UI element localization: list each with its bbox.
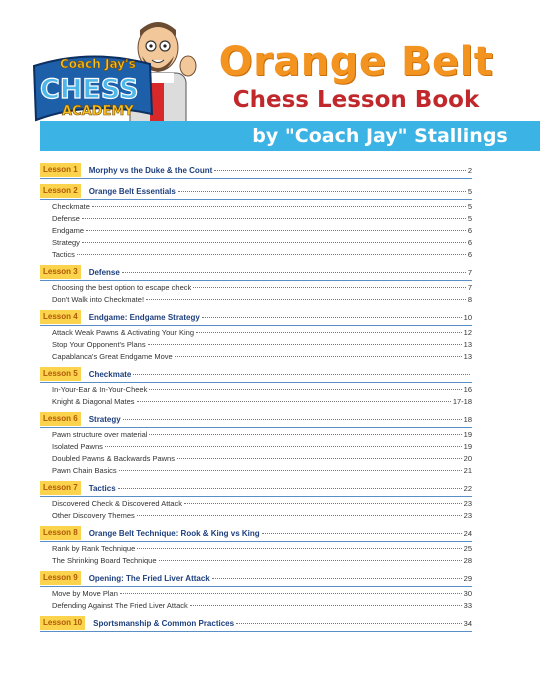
page-number: 29 <box>463 573 472 583</box>
page-number: 17-18 <box>452 396 472 406</box>
dot-leader <box>184 497 462 504</box>
lesson-section <box>40 184 472 260</box>
toc-entry-label: Rank by Rank Technique <box>52 543 136 553</box>
toc-entry[interactable] <box>40 224 472 236</box>
lesson-number-badge: Lesson 10 <box>40 616 85 630</box>
lesson-heading-row[interactable] <box>40 481 472 497</box>
dot-leader <box>202 310 462 318</box>
toc-entry-label: Other Discovery Themes <box>52 510 135 520</box>
lesson-section <box>40 265 472 305</box>
page-number: 6 <box>467 237 472 247</box>
lesson-section <box>40 310 472 362</box>
toc-entry[interactable] <box>40 293 472 305</box>
lesson-section <box>40 616 472 632</box>
toc-entry-label: Doubled Pawns & Backwards Pawns <box>52 453 175 463</box>
dot-leader <box>105 440 462 447</box>
dot-leader <box>82 236 466 243</box>
toc-entry-label: Tactics <box>52 249 75 259</box>
page-number: 20 <box>463 453 472 463</box>
lesson-section <box>40 367 472 407</box>
toc-entry[interactable] <box>40 440 472 452</box>
dot-leader <box>119 464 462 471</box>
dot-leader <box>86 224 466 231</box>
toc-entry-label: Capablanca's Great Endgame Move <box>52 351 173 361</box>
page-number: 6 <box>467 249 472 259</box>
dot-leader <box>236 616 462 624</box>
lesson-number-badge: Lesson 9 <box>40 571 81 585</box>
dot-leader <box>118 481 462 489</box>
lesson-section <box>40 412 472 476</box>
lesson-title: Sportsmanship & Common Practices <box>93 618 235 628</box>
page-number: 21 <box>463 465 472 475</box>
lesson-heading-row[interactable] <box>40 616 472 632</box>
lesson-title: Strategy <box>88 414 121 424</box>
lesson-title: Endgame: Endgame Strategy <box>88 312 200 322</box>
page-number: 28 <box>463 555 472 565</box>
lesson-number-badge: Lesson 6 <box>40 412 81 426</box>
dot-leader <box>214 163 466 171</box>
page-number: 7 <box>467 267 472 277</box>
dot-leader <box>137 395 451 402</box>
lesson-title: Opening: The Fried Liver Attack <box>88 573 210 583</box>
lesson-heading-row[interactable] <box>40 526 472 542</box>
toc-entry-label: Discovered Check & Discovered Attack <box>52 498 183 508</box>
lesson-section <box>40 571 472 611</box>
lesson-heading-row[interactable] <box>40 367 472 383</box>
page-number: 16 <box>463 384 472 394</box>
lesson-number-badge: Lesson 8 <box>40 526 81 540</box>
dot-leader <box>148 338 462 345</box>
svg-text:CHESS: CHESS <box>40 74 139 105</box>
toc-entry[interactable] <box>40 212 472 224</box>
toc-entry[interactable] <box>40 587 472 599</box>
lesson-heading-row[interactable] <box>40 412 472 428</box>
author-byline: by "Coach Jay" Stallings <box>252 125 508 147</box>
toc-entry-label: In-Your-Ear & In-Your-Cheek <box>52 384 148 394</box>
dot-leader <box>262 526 462 534</box>
lesson-title: Morphy vs the Duke & the Count <box>88 165 213 175</box>
toc-entry[interactable] <box>40 428 472 440</box>
lesson-heading-row[interactable] <box>40 571 472 587</box>
page-number: 13 <box>463 351 472 361</box>
dot-leader <box>92 200 466 207</box>
lesson-heading-row[interactable] <box>40 184 472 200</box>
toc-entry-label: Knight & Diagonal Mates <box>52 396 135 406</box>
book-subtitle: Chess Lesson Book <box>232 87 480 113</box>
lesson-heading-row[interactable] <box>40 163 472 179</box>
dot-leader <box>196 326 462 333</box>
toc-entry[interactable] <box>40 554 472 566</box>
page-number: 2 <box>467 165 472 175</box>
lesson-heading-row[interactable] <box>40 310 472 326</box>
toc-entry-label: Move by Move Plan <box>52 588 118 598</box>
toc-entry[interactable] <box>40 236 472 248</box>
toc-entry[interactable] <box>40 452 472 464</box>
toc-entry-label: The Shrinking Board Technique <box>52 555 157 565</box>
toc-entry[interactable] <box>40 497 472 509</box>
byline-banner <box>40 121 540 151</box>
toc-entry-label: Strategy <box>52 237 80 247</box>
dot-leader <box>212 571 462 579</box>
lesson-title: Orange Belt Essentials <box>88 186 176 196</box>
dot-leader <box>149 428 461 435</box>
page-number: 30 <box>463 588 472 598</box>
toc-entry[interactable] <box>40 542 472 554</box>
page-number: 19 <box>463 429 472 439</box>
page-number: 5 <box>467 213 472 223</box>
dot-leader <box>137 509 462 516</box>
page-number: 5 <box>467 201 472 211</box>
dot-leader <box>149 383 461 390</box>
table-of-contents <box>40 163 472 637</box>
dot-leader <box>175 350 462 357</box>
book-header <box>0 0 540 158</box>
page-number: 22 <box>463 483 472 493</box>
toc-entry[interactable] <box>40 599 472 611</box>
toc-entry[interactable] <box>40 383 472 395</box>
page-number: 23 <box>463 510 472 520</box>
lesson-title: Orange Belt Technique: Rook & King vs King <box>88 528 260 538</box>
lesson-section <box>40 526 472 566</box>
lesson-number-badge: Lesson 1 <box>40 163 81 177</box>
lesson-number-badge: Lesson 4 <box>40 310 81 324</box>
dot-leader <box>120 587 462 594</box>
toc-entry[interactable] <box>40 350 472 362</box>
lesson-section <box>40 163 472 179</box>
dot-leader <box>146 293 466 300</box>
dot-leader <box>190 599 462 606</box>
toc-entry[interactable] <box>40 281 472 293</box>
toc-entry-label: Pawn Chain Basics <box>52 465 117 475</box>
dot-leader <box>122 265 466 273</box>
dot-leader <box>178 184 466 192</box>
page-number: 18 <box>463 414 472 424</box>
lesson-number-badge: Lesson 3 <box>40 265 81 279</box>
toc-entry[interactable] <box>40 338 472 350</box>
lesson-title: Checkmate <box>88 369 132 379</box>
toc-entry-label: Checkmate <box>52 201 90 211</box>
toc-entry-label: Defense <box>52 213 80 223</box>
lesson-title: Defense <box>88 267 120 277</box>
lesson-heading-row[interactable] <box>40 265 472 281</box>
page-number: 12 <box>463 327 472 337</box>
page-number: 10 <box>463 312 472 322</box>
page-number: 19 <box>463 441 472 451</box>
dot-leader <box>177 452 462 459</box>
toc-entry[interactable] <box>40 326 472 338</box>
page-number: 13 <box>463 339 472 349</box>
dot-leader <box>193 281 466 288</box>
toc-entry-label: Don't Walk into Checkmate! <box>52 294 145 304</box>
dot-leader <box>77 248 466 255</box>
book-title: Orange Belt <box>218 39 494 85</box>
dot-leader <box>82 212 466 219</box>
lesson-number-badge: Lesson 2 <box>40 184 81 198</box>
toc-entry[interactable] <box>40 509 472 521</box>
lesson-number-badge: Lesson 5 <box>40 367 81 381</box>
page-number: 34 <box>463 618 472 628</box>
page-number: 5 <box>467 186 472 196</box>
toc-entry[interactable] <box>40 464 472 476</box>
dot-leader <box>133 367 470 375</box>
lesson-title: Tactics <box>88 483 116 493</box>
toc-entry-label: Defending Against The Fried Liver Attack <box>52 600 188 610</box>
page-number: 8 <box>467 294 472 304</box>
page-number: 25 <box>463 543 472 553</box>
page-number: 23 <box>463 498 472 508</box>
page-number: 24 <box>463 528 472 538</box>
svg-text:Coach Jay's: Coach Jay's <box>60 57 136 71</box>
chess-academy-logo <box>30 18 200 136</box>
toc-entry-label: Choosing the best option to escape check <box>52 282 192 292</box>
dot-leader <box>137 542 461 549</box>
dot-leader <box>159 554 462 561</box>
toc-entry-label: Isolated Pawns <box>52 441 103 451</box>
page-number: 33 <box>463 600 472 610</box>
toc-entry[interactable] <box>40 248 472 260</box>
toc-entry[interactable] <box>40 200 472 212</box>
page-number: 6 <box>467 225 472 235</box>
page-number: 7 <box>467 282 472 292</box>
toc-entry-label: Pawn structure over material <box>52 429 148 439</box>
toc-entry-label: Stop Your Opponent's Plans <box>52 339 146 349</box>
toc-entry-label: Attack Weak Pawns & Activating Your King <box>52 327 195 337</box>
toc-entry-label: Endgame <box>52 225 85 235</box>
toc-entry[interactable] <box>40 395 472 407</box>
svg-text:ACADEMY: ACADEMY <box>62 104 134 119</box>
lesson-section <box>40 481 472 521</box>
lesson-number-badge: Lesson 7 <box>40 481 81 495</box>
dot-leader <box>123 412 462 420</box>
